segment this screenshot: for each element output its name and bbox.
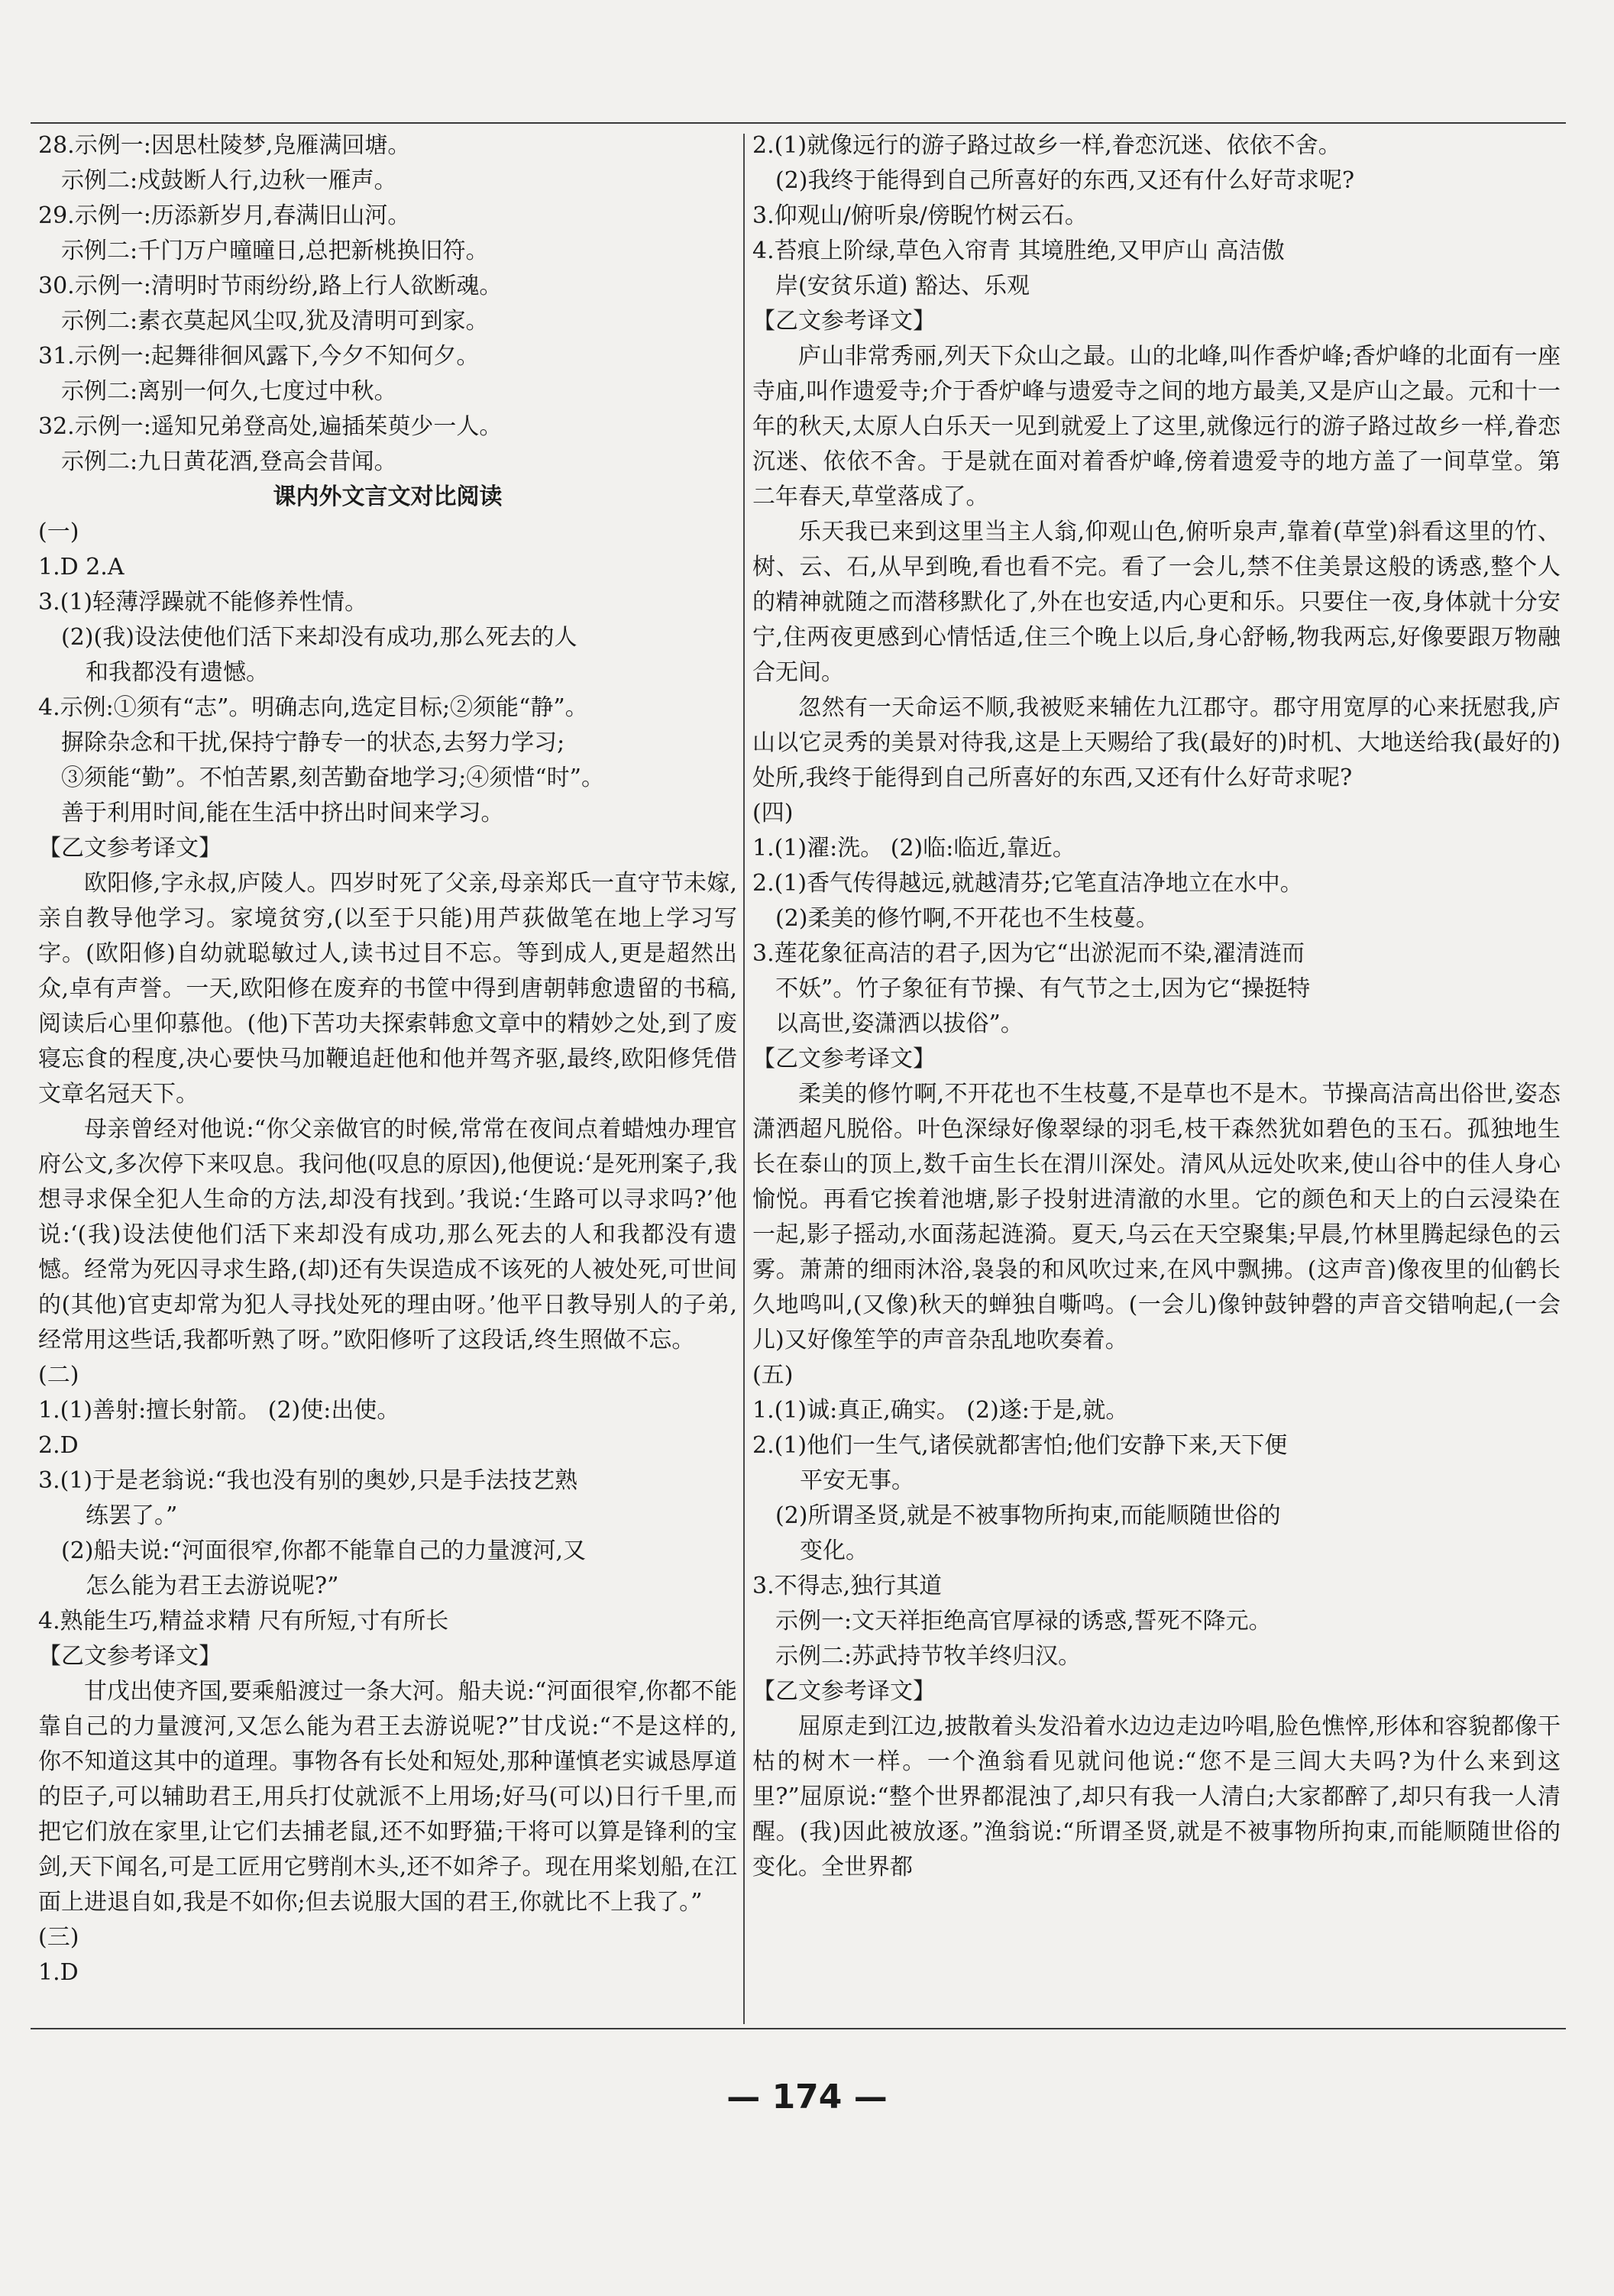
text-line: 3.(1)轻薄浮躁就不能修养性情。 xyxy=(38,589,368,616)
text-line: 善于利用时间,能在生活中挤出时间来学习。 xyxy=(61,800,504,826)
left-column xyxy=(38,128,737,1990)
text-line: 练罢了。” xyxy=(86,1502,178,1529)
text-line: 31.示例一:起舞徘徊风露下,今夕不知何夕。 xyxy=(38,343,480,370)
text-line: 4.示例:①须有“志”。明确志向,选定目标;②须能“静”。 xyxy=(38,694,588,721)
text-line: 2.(1)他们一生气,诸侯就都害怕;他们安静下来,天下便 xyxy=(752,1432,1288,1459)
text-line: 【乙文参考译文】 xyxy=(752,308,936,335)
text-line: 29.示例一:历添新岁月,春满旧山河。 xyxy=(38,202,411,229)
text-line: 32.示例一:遥知兄弟登高处,遍插茱萸少一人。 xyxy=(38,413,503,440)
text-line: 4.苔痕上阶绿,草色入帘青 其境胜绝,又甲庐山 高洁傲 xyxy=(752,238,1285,264)
text-line: (2)船夫说:“河面很窄,你都不能靠自己的力量渡河,又 xyxy=(61,1538,587,1564)
text-paragraph: 庐山非常秀丽,列天下众山之最。山的北峰,叫作香炉峰;香炉峰的北面有一座寺庙,叫作遗爱寺;介于香炉峰与遗爱寺之间的地方最美,又是庐山之最。元和十一年的秋天,太原人白乐天一见到就爱上了这里,就像远行的游子路过故乡一样,眷恋沉迷、依依不舍。于是就在面对着香炉峰,傍着遗爱寺的地方盖了一间草堂。第二年春天,草堂落成了。 xyxy=(752,343,1561,510)
top-rule xyxy=(31,122,1566,124)
text-line: ③须能“勤”。不怕苦累,刻苦勤奋地学习;④须惜“时”。 xyxy=(61,765,604,791)
text-paragraph: 欧阳修,字永叔,庐陵人。四岁时死了父亲,母亲郑氏一直守节未嫁,亲自教导他学习。家境贫穷,(以至于只能)用芦荻做笔在地上学习写字。(欧阳修)自幼就聪敏过人,读书过目不忘。等到成人,更是超然出众,卓有声誉。一天,欧阳修在废弃的书筐中得到唐朝韩愈遗留的书稿,阅读后心里仰慕他。(他)下苦功夫探索韩愈文章中的精妙之处,到了废寝忘食的程度,决心要快马加鞭追赶他和他并驾齐驱,最终,欧阳修凭借文章名冠天下。 xyxy=(38,870,737,1108)
text-line: 3.(1)于是老翁说:“我也没有别的奥妙,只是手法技艺熟 xyxy=(38,1467,578,1494)
text-line: 2.(1)就像远行的游子路过故乡一样,眷恋沉迷、依依不舍。 xyxy=(752,132,1341,159)
text-line: 摒除杂念和干扰,保持宁静专一的状态,去努力学习; xyxy=(61,729,565,756)
text-line: 3.莲花象征高洁的君子,因为它“出淤泥而不染,濯清涟而 xyxy=(752,940,1305,967)
bottom-rule xyxy=(31,2028,1566,2029)
section-heading: 课内外文言文对比阅读 xyxy=(273,483,503,510)
text-paragraph: 忽然有一天命运不顺,我被贬来辅佐九江郡守。郡守用宽厚的心来抚慰我,庐山以它灵秀的美景对待我,这是上天赐给了我(最好的)时机、大地送给我(最好的)处所,我终于能得到自己所喜好的东西,又还有什么好苛求呢? xyxy=(752,694,1561,791)
text-line: (五) xyxy=(752,1362,794,1389)
text-line: 示例二:戍鼓断人行,边秋一雁声。 xyxy=(61,167,397,194)
text-line: (2)(我)设法使他们活下来却没有成功,那么死去的人 xyxy=(61,624,577,651)
text-line: (一) xyxy=(38,519,79,545)
text-line: (2)所谓圣贤,就是不被事物所拘束,而能顺随世俗的 xyxy=(775,1502,1281,1529)
text-line: 【乙文参考译文】 xyxy=(38,1643,222,1670)
text-line: 1.D xyxy=(38,1959,79,1986)
page-number: — 174 — xyxy=(726,2078,888,2117)
text-line: (三) xyxy=(38,1924,79,1951)
text-line: 示例二:素衣莫起风尘叹,犹及清明可到家。 xyxy=(61,308,489,335)
text-line: 2.D xyxy=(38,1432,79,1459)
text-line: 平安无事。 xyxy=(800,1467,914,1494)
text-line: 岸(安贫乐道) 豁达、乐观 xyxy=(775,273,1030,299)
text-line: 怎么能为君王去游说呢?” xyxy=(86,1573,339,1599)
text-line: 1.(1)善射:擅长射箭。 (2)使:出使。 xyxy=(38,1397,400,1424)
text-line: 1.(1)濯:洗。 (2)临:临近,靠近。 xyxy=(752,835,1075,862)
text-line: 和我都没有遗憾。 xyxy=(86,659,269,686)
text-line: 1.D 2.A xyxy=(38,554,125,580)
text-line: 4.熟能生巧,精益求精 尺有所短,寸有所长 xyxy=(38,1608,449,1635)
text-line: 变化。 xyxy=(800,1538,868,1564)
text-line: 不妖”。竹子象征有节操、有气节之士,因为它“操挺特 xyxy=(775,975,1311,1002)
text-line: 1.(1)诚:真正,确实。 (2)遂:于是,就。 xyxy=(752,1397,1129,1424)
text-paragraph: 甘戊出使齐国,要乘船渡过一条大河。船夫说:“河面很窄,你都不能靠自己的力量渡河,又怎么能为君王去游说呢?”甘戊说:“不是这样的,你不知道这其中的道理。事物各有长处和短处,那种谨慎老实诚恳厚道的臣子,可以辅助君王,用兵打仗就派不上用场;好马(可以)日行千里,而把它们放在家里,让它们去捕老鼠,还不如野猫;干将可以算是锋利的宝剑,天下闻名,可是工匠用它劈削木头,还不如斧子。现在用桨划船,在江面上进退自如,我是不如你;但去说服大国的君王,你就比不上我了。” xyxy=(38,1678,737,1916)
right-column xyxy=(752,128,1561,1885)
text-line: 3.仰观山/俯听泉/傍睨竹树云石。 xyxy=(752,202,1088,229)
text-line: 示例二:九日黄花酒,登高会昔闻。 xyxy=(61,448,397,475)
text-line: 示例二:苏武持节牧羊终归汉。 xyxy=(775,1643,1082,1670)
text-line: 【乙文参考译文】 xyxy=(752,1678,936,1705)
text-paragraph: 乐天我已来到这里当主人翁,仰观山色,俯听泉声,靠着(草堂)斜看这里的竹、树、云、石,从早到晚,看也看不完。看了一会儿,禁不住美景这般的诱惑,整个人的精神就随之而潜移默化了,外在也安适,内心更和乐。只要住一夜,身体就十分安宁,住两夜更感到心情恬适,住三个晚上以后,身心舒畅,物我两忘,好像要跟万物融合无间。 xyxy=(752,519,1561,686)
text-line: 【乙文参考译文】 xyxy=(38,835,222,862)
text-line: 28.示例一:因思杜陵梦,凫雁满回塘。 xyxy=(38,132,411,159)
text-line: 示例二:离别一何久,七度过中秋。 xyxy=(61,378,397,405)
text-line: 示例一:文天祥拒绝高官厚禄的诱惑,誓死不降元。 xyxy=(775,1608,1272,1635)
text-line: (四) xyxy=(752,800,794,826)
text-paragraph: 屈原走到江边,披散着头发沿着水边边走边吟唱,脸色憔悴,形体和容貌都像干枯的树木一样。一个渔翁看见就问他说:“您不是三闾大夫吗?为什么来到这里?”屈原说:“整个世界都混浊了,却只有我一人清白;大家都醉了,却只有我一人清醒。(我)因此被放逐。”渔翁说:“所谓圣贤,就是不被事物所拘束,而能顺随世俗的变化。全世界都 xyxy=(752,1713,1561,1880)
text-paragraph: 柔美的修竹啊,不开花也不生枝蔓,不是草也不是木。节操高洁高出俗世,姿态潇洒超凡脱俗。叶色深绿好像翠绿的羽毛,枝干森然犹如碧色的玉石。孤独地生长在泰山的顶上,数千亩生长在渭川深处。清风从远处吹来,使山谷中的佳人身心愉悦。再看它挨着池塘,影子投射进清澈的水里。它的颜色和天上的白云浸染在一起,影子摇动,水面荡起涟漪。夏天,乌云在天空聚集;早晨,竹林里腾起绿色的云雾。萧萧的细雨沐浴,袅袅的和风吹过来,在风中飘拂。(这声音)像夜里的仙鹤长久地鸣叫,(又像)秋天的蝉独自嘶鸣。(一会儿)像钟鼓钟磬的声音交错响起,(一会儿)又好像笙竽的声音杂乱地吹奏着。 xyxy=(752,1081,1561,1353)
text-line: 以高世,姿潇洒以拔俗”。 xyxy=(775,1011,1024,1037)
text-line: 【乙文参考译文】 xyxy=(752,1046,936,1072)
text-line: 30.示例一:清明时节雨纷纷,路上行人欲断魂。 xyxy=(38,273,503,299)
text-line: 2.(1)香气传得越远,就越清芬;它笔直洁净地立在水中。 xyxy=(752,870,1303,897)
text-line: 示例二:千门万户曈曈日,总把新桃换旧符。 xyxy=(61,238,489,264)
text-line: 3.不得志,独行其道 xyxy=(752,1573,943,1599)
text-line: (2)柔美的修竹啊,不开花也不生枝蔓。 xyxy=(775,905,1160,932)
column-divider xyxy=(743,134,745,2024)
text-line: (二) xyxy=(38,1362,79,1389)
text-paragraph: 母亲曾经对他说:“你父亲做官的时候,常常在夜间点着蜡烛办理官府公文,多次停下来叹息。我问他(叹息的原因),他便说:‘是死刑案子,我想寻求保全犯人生命的方法,却没有找到。’我说:‘生路可以寻求吗?’他说:‘(我)设法使他们活下来却没有成功,那么死去的人和我都没有遗憾。经常为死囚寻求生路,(却)还有失误造成不该死的人被处死,可世间的(其他)官吏却常为犯人寻找处死的理由呀。’他平日教导别人的子弟,经常用这些话,我都听熟了呀。”欧阳修听了这段话,终生照做不忘。 xyxy=(38,1116,737,1353)
text-line: (2)我终于能得到自己所喜好的东西,又还有什么好苛求呢? xyxy=(775,167,1355,194)
